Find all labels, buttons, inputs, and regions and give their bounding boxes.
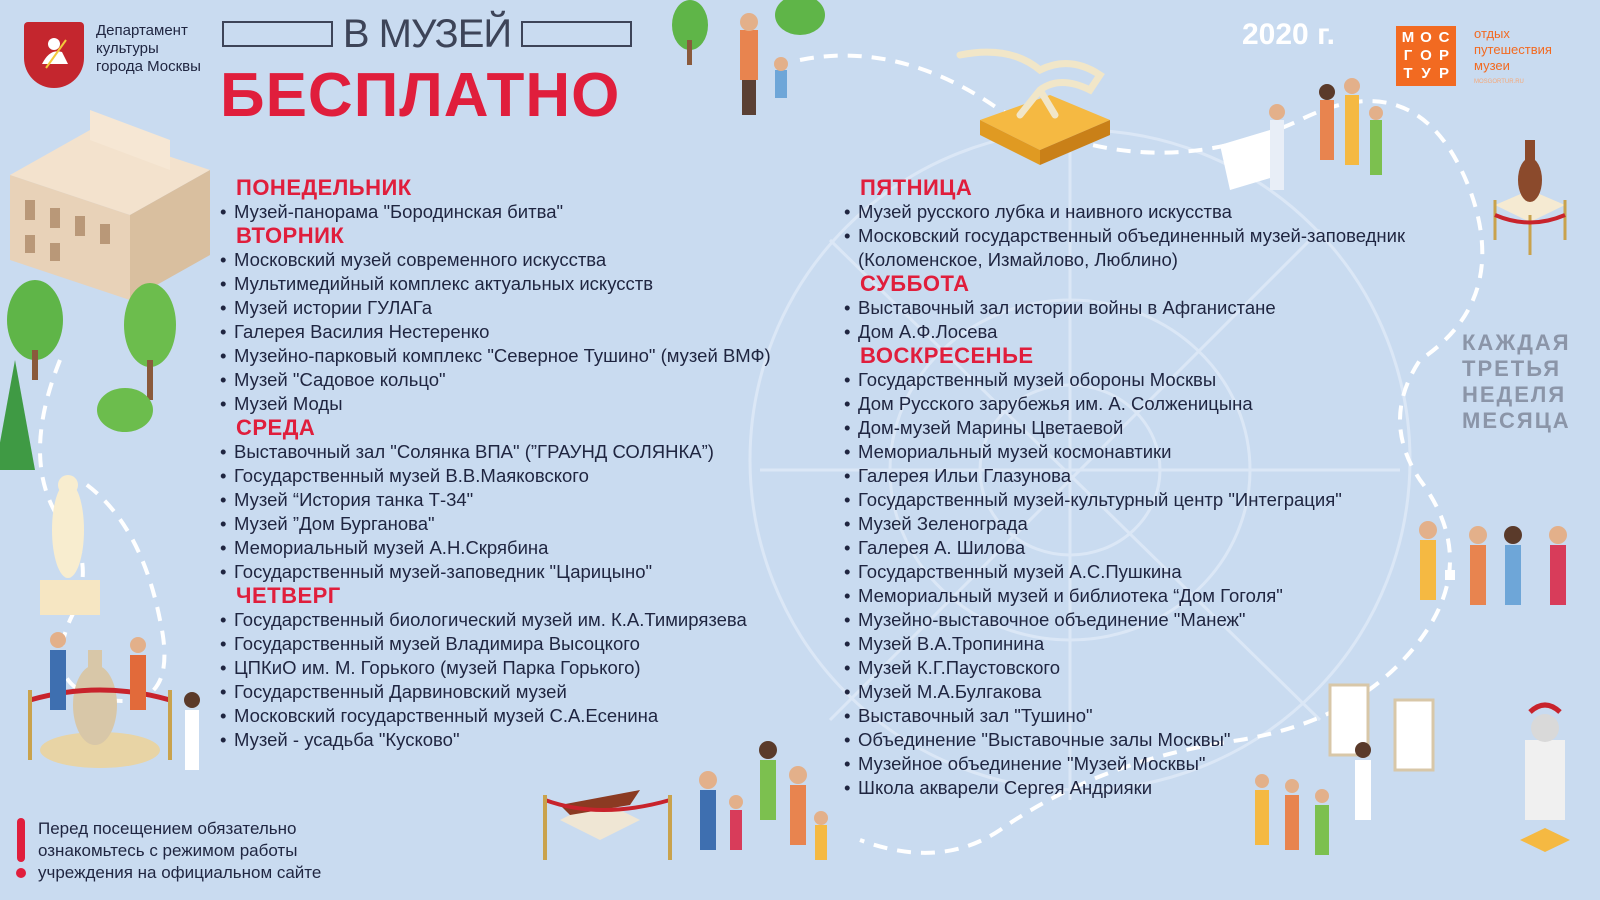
museum-list-item: • Государственный Дарвиновский музей	[220, 680, 820, 704]
museum-list-item: • Мультимедийный комплекс актуальных искусств	[220, 272, 820, 296]
museum-list-item: • Московский государственный объединенный музей-заповедник	[844, 224, 1484, 248]
museum-list-item: • Государственный музей Владимира Высоцкого	[220, 632, 820, 656]
museum-list-item: • Государственный музей-культурный центр "Интеграция"	[844, 488, 1484, 512]
logo-letter: У	[1421, 65, 1431, 82]
title-top	[222, 12, 632, 56]
museum-list-item: • Музей К.Г.Паустовского	[844, 656, 1484, 680]
museum-list-item: • Государственный музей В.В.Маяковского	[220, 464, 820, 488]
museum-list-item: • Галерея А. Шилова	[844, 536, 1484, 560]
bottle-exhibit-illustration	[1495, 140, 1565, 255]
logo-letter: М	[1401, 29, 1415, 46]
museum-list-item: • Школа акварели Сергея Андрияки	[844, 776, 1484, 800]
museum-list-item: • Дом А.Ф.Лосева	[844, 320, 1484, 344]
statue-illustration	[40, 475, 100, 615]
museum-list-item: • Музей - усадьба "Кусково"	[220, 728, 820, 752]
day-heading-thursday: ЧЕТВЕРГ	[236, 583, 341, 608]
museum-list-item: • Выставочный зал истории войны в Афганистане	[844, 296, 1484, 320]
museum-list-item: • Музей М.А.Булгакова	[844, 680, 1484, 704]
department-line-2: культуры	[96, 40, 159, 57]
vase-exhibit-illustration	[28, 632, 200, 770]
museum-list-item: • Дом-музей Марины Цветаевой	[844, 416, 1484, 440]
museum-list-item-continuation: (Коломенское, Измайлово, Люблино)	[858, 249, 1178, 270]
family-bottom-illustration	[699, 741, 828, 860]
department-logo	[24, 22, 216, 88]
mosgortur-tagline	[1474, 26, 1584, 90]
tagline-line: отдых	[1474, 26, 1510, 41]
museum-list-item: • Объединение "Выставочные залы Москвы"	[844, 728, 1484, 752]
warning-line: учреждения на официальном сайте	[38, 863, 322, 882]
museum-list-item: • Государственный биологический музей им. К.А.Тимирязева	[220, 608, 820, 632]
museum-list-item: • Музей “История танка Т-34"	[220, 488, 820, 512]
title-frame-left	[222, 21, 333, 47]
visitors-upper-right	[1220, 78, 1383, 190]
logo-letter: О	[1420, 47, 1432, 64]
department-name	[96, 22, 216, 76]
family-top-illustration	[672, 0, 825, 115]
museum-list-item: • Музей русского лубка и наивного искусства	[844, 200, 1484, 224]
museum-list-item: • Мемориальный музей и библиотека “Дом Гоголя"	[844, 584, 1484, 608]
logo-letter: С	[1438, 29, 1450, 46]
museum-building-illustration	[10, 110, 210, 300]
moscow-coat-of-arms-icon	[24, 22, 84, 88]
every-third-week-note	[1462, 330, 1571, 434]
day-heading-sunday: ВОСКРЕСЕНЬЕ	[860, 343, 1034, 368]
day-heading-tuesday: ВТОРНИК	[236, 223, 345, 248]
warning-text	[38, 818, 321, 884]
museum-list-item: • Выставочный зал "Тушино"	[844, 704, 1484, 728]
logo-letter: О	[1420, 29, 1432, 46]
museum-list-item: • Музей истории ГУЛАГа	[220, 296, 820, 320]
museum-list-item: • Музей ”Дом Бурганова"	[220, 512, 820, 536]
armor-exhibit-illustration	[1520, 705, 1570, 852]
museum-list-item: • Государственный музей-заповедник "Царицыно"	[220, 560, 820, 584]
day-heading-saturday: СУББОТА	[860, 271, 970, 296]
museum-list-item: • Музей Зеленограда	[844, 512, 1484, 536]
logo-letter: Т	[1403, 65, 1413, 82]
tagline-line: музеи	[1474, 58, 1510, 73]
museum-list-item: • Музейно-выставочное объединение "Манеж"	[844, 608, 1484, 632]
museum-list-item: • Галерея Ильи Глазунова	[844, 464, 1484, 488]
day-heading-wednesday: СРЕДА	[236, 415, 316, 440]
title-top-text: В МУЗЕЙ	[342, 11, 512, 56]
department-line-3: города Москвы	[96, 58, 201, 75]
museum-list-item: • Московский государственный музей С.А.Есенина	[220, 704, 820, 728]
note-line: КАЖДАЯ	[1462, 330, 1571, 355]
museum-list-item: • Выставочный зал "Солянка ВПА" (”ГРАУНД СОЛЯНКА”)	[220, 440, 820, 464]
museum-list-item: • Государственный музей обороны Москвы	[844, 368, 1484, 392]
museum-list-item: • Государственный музей А.С.Пушкина	[844, 560, 1484, 584]
museum-list-item: • Галерея Василия Нестеренко	[220, 320, 820, 344]
department-line-1: Департамент	[96, 22, 188, 39]
museum-list-item: • Музей В.А.Тропинина	[844, 632, 1484, 656]
museum-list-item: • Мемориальный музей космонавтики	[844, 440, 1484, 464]
logo-letter: Р	[1438, 65, 1449, 82]
warning-line: Перед посещением обязательно	[38, 819, 297, 838]
logo-letter: Р	[1438, 47, 1449, 64]
page-title: БЕСПЛАТНО	[220, 61, 621, 130]
title-frame-right	[521, 21, 632, 47]
museum-list-item: • Дом Русского зарубежья им. А. Солженицына	[844, 392, 1484, 416]
mosgortur-logo	[1396, 26, 1456, 86]
museum-list-item: • Музей-панорама "Бородинская битва"	[220, 200, 820, 224]
museum-list-item: • Музей Моды	[220, 392, 820, 416]
ship-exhibit-illustration	[543, 790, 672, 860]
mosgortur-url: MOSGORTUR.RU	[1474, 79, 1524, 85]
dinosaur-exhibit-illustration	[960, 52, 1110, 165]
note-line: ТРЕТЬЯ	[1462, 356, 1562, 381]
schedule-right-column	[844, 176, 1484, 800]
museum-list-item: • ЦПКиО им. М. Горького (музей Парка Горького)	[220, 656, 820, 680]
tagline-line: путешествия	[1474, 42, 1552, 57]
visit-warning	[14, 818, 321, 884]
museum-list-item: • Мемориальный музей А.Н.Скрябина	[220, 536, 820, 560]
logo-letter: Г	[1403, 47, 1413, 64]
museum-list-item: • Музей "Садовое кольцо"	[220, 368, 820, 392]
museum-list-item: • Музейное объединение "Музей Москвы"	[844, 752, 1484, 776]
exclamation-icon	[14, 818, 28, 880]
note-line: МЕСЯЦА	[1462, 408, 1571, 433]
year-label: 2020 г.	[1242, 18, 1335, 51]
warning-line: ознакомьтесь с режимом работы	[38, 841, 298, 860]
schedule-left-column	[220, 176, 820, 752]
day-heading-monday: ПОНЕДЕЛЬНИК	[236, 175, 412, 200]
day-heading-friday: ПЯТНИЦА	[860, 175, 973, 200]
museum-list-item: • Московский музей современного искусства	[220, 248, 820, 272]
trees-left	[0, 280, 176, 470]
note-line: НЕДЕЛЯ	[1462, 382, 1567, 407]
museum-list-item: • Музейно-парковый комплекс "Северное Тушино" (музей ВМФ)	[220, 344, 820, 368]
